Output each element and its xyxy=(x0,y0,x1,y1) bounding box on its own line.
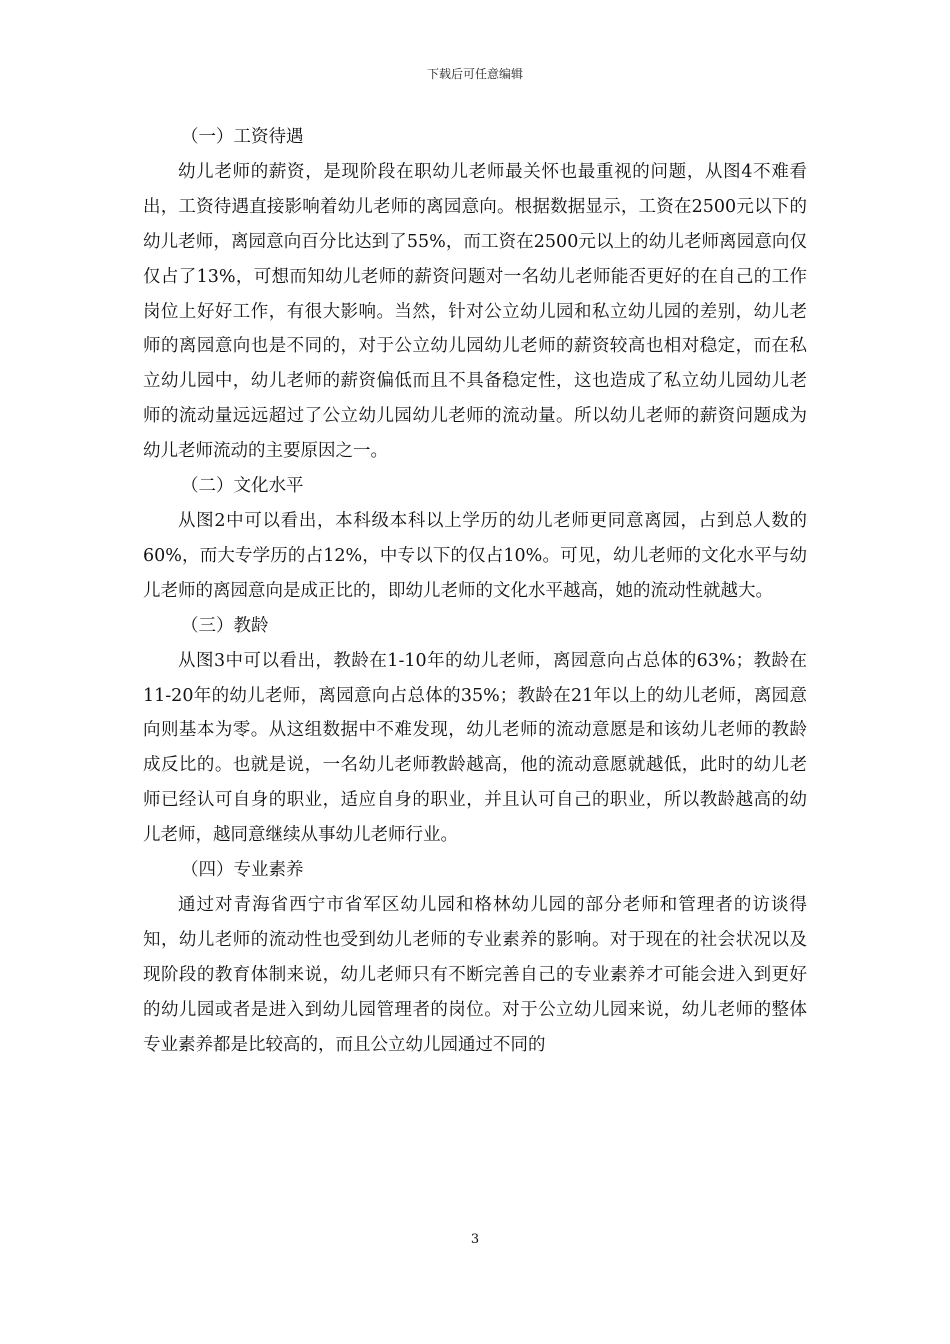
section-professional-quality xyxy=(143,853,807,1062)
section-heading: （三）教龄 xyxy=(181,615,269,636)
document-body xyxy=(143,120,807,1062)
page-header: 下载后可任意编辑 xyxy=(426,67,523,81)
paragraph: 从图3中可以看出，教龄在1-10年的幼儿老师，离园意向占总体的63%；教龄在11-20年的幼儿老师，离园意向占总体的35%；教龄在21年以上的幼儿老师，离园意向则基本为零。从这组数据中不难发现，幼儿老师的流动意愿是和该幼儿老师的教龄成反比的。也就是说，一名幼儿老师教龄越高，他的流动意愿就越低，此时的幼儿老师已经认可自身的职业，适应自身的职业，并且认可自己的职业，所以教龄越高的幼儿老师，越同意继续从事幼儿老师行业。 xyxy=(143,650,807,846)
paragraph: 通过对青海省西宁市省军区幼儿园和格林幼儿园的部分老师和管理者的访谈得知，幼儿老师的流动性也受到幼儿老师的专业素养的影响。对于现在的社会状况以及现阶段的教育体制来说，幼儿老师只有不断完善自己的专业素养才可能会进入到更好的幼儿园或者是进入到幼儿园管理者的岗位。对于公立幼儿园来说，幼儿老师的整体专业素养都是比较高的，而且公立幼儿园通过不同的 xyxy=(143,894,807,1055)
page-number: 3 xyxy=(470,1232,480,1247)
paragraph: 从图2中可以看出，本科级本科以上学历的幼儿老师更同意离园，占到总人数的60%，而大专学历的占12%，中专以下的仅占10%。可见，幼儿老师的文化水平与幼儿老师的离园意向是成正比的，即幼儿老师的文化水平越高，她的流动性就越大。 xyxy=(143,510,807,601)
section-heading: （一）工资待遇 xyxy=(181,127,304,147)
section-teaching-years xyxy=(143,609,807,853)
paragraph: 幼儿老师的薪资，是现阶段在职幼儿老师最关怀也最重视的问题，从图4不难看出，工资待遇直接影响着幼儿老师的离园意向。根据数据显示，工资在2500元以下的幼儿老师，离园意向百分比达到了55%，而工资在2500元以上的幼儿老师离园意向仅仅占了13%，可想而知幼儿老师的薪资问题对一名幼儿老师能否更好的在自己的工作岗位上好好工作，有很大影响。当然，针对公立幼儿园和私立幼儿园的差别，幼儿老师的离园意向也是不同的，对于公立幼儿园幼儿老师的薪资较高也相对稳定，而在私立幼儿园中，幼儿老师的薪资偏低而且不具备稳定性，这也造成了私立幼儿园幼儿老师的流动量远远超过了公立幼儿园幼儿老师的流动量。所以幼儿老师的薪资问题成为幼儿老师流动的主要原因之一。 xyxy=(143,161,807,462)
section-heading: （二）文化水平 xyxy=(181,476,304,497)
section-heading: （四）专业素养 xyxy=(181,860,304,881)
section-education-level xyxy=(143,469,807,609)
section-salary xyxy=(143,120,807,469)
